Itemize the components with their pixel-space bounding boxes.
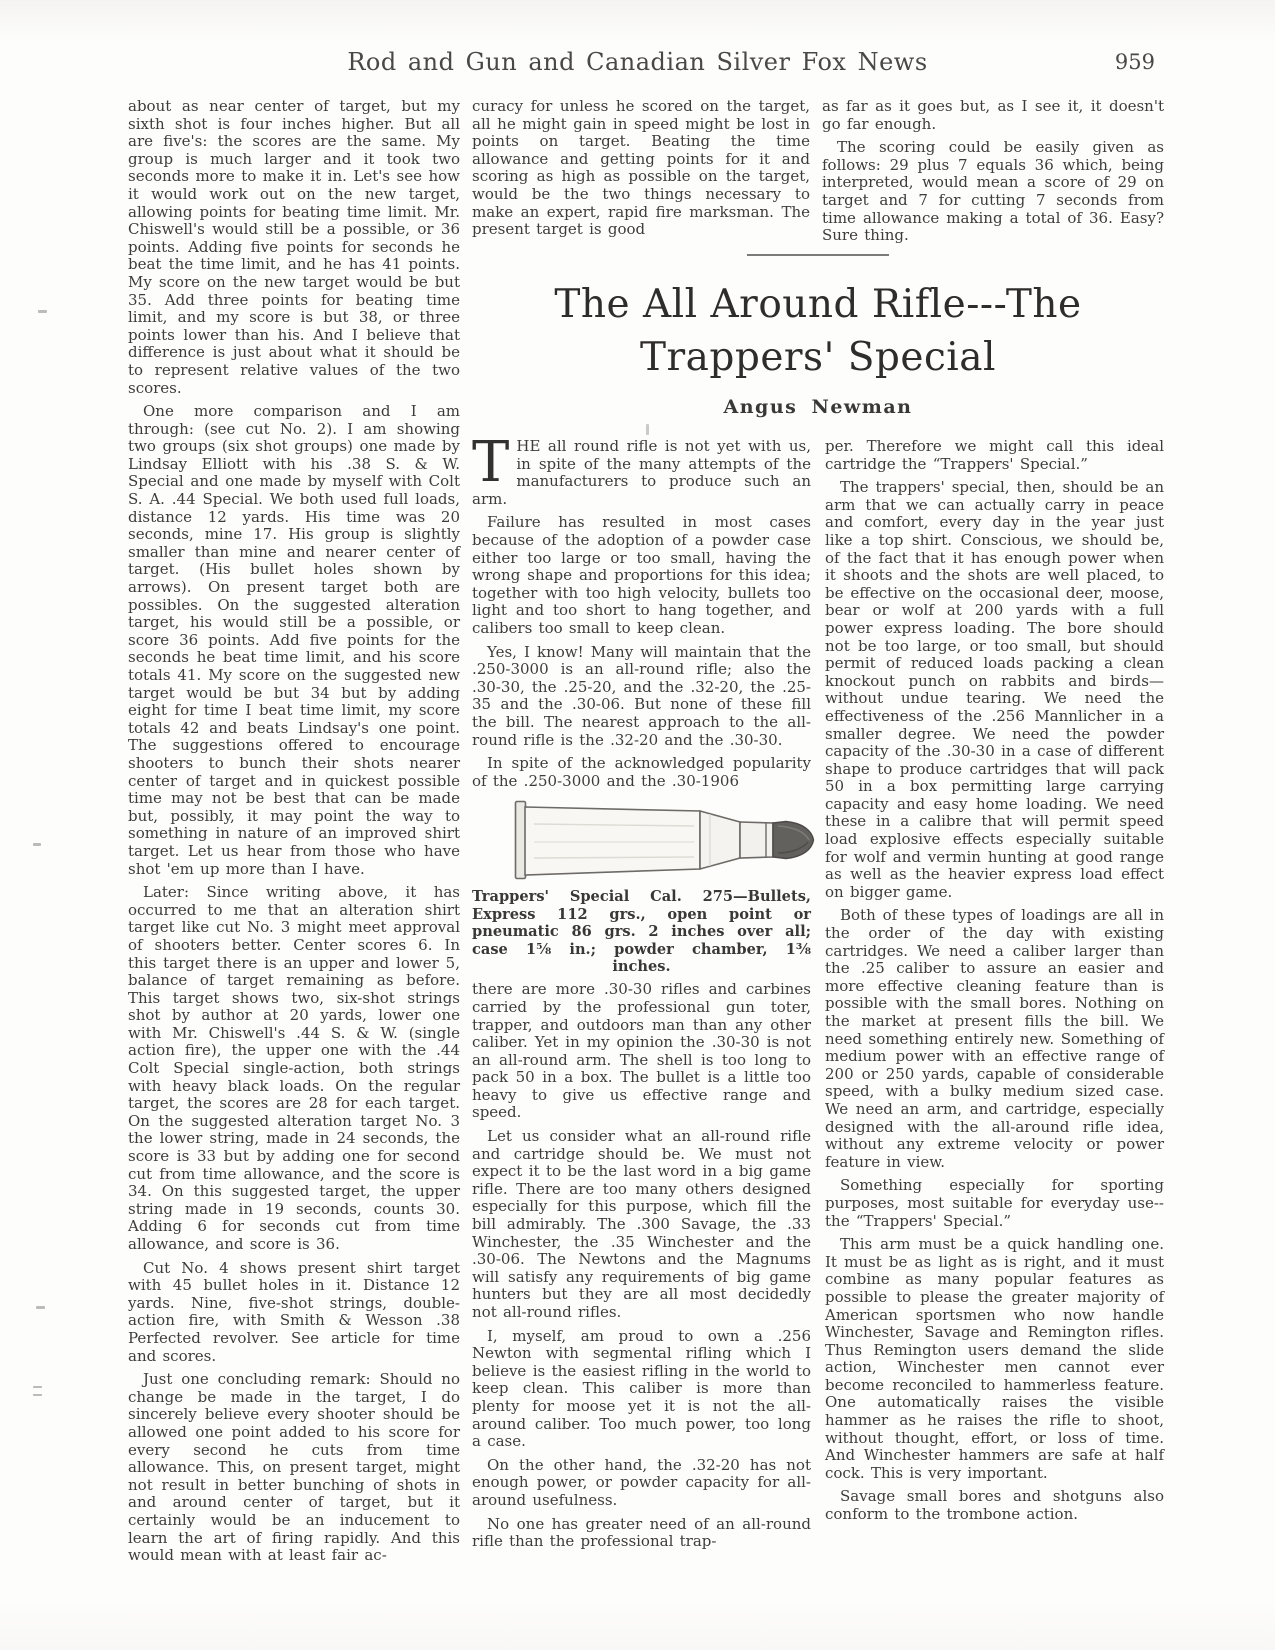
paragraph: Let us consider what an all-round rifle and cartridge should be. We must not expect it to be the last word in a big game rifle. There are too many others designed especially for this purpose, which fill the bill admirably. The .300 Savage, the .33 Winchester, the .35 Winchester and the .30-06. The Newtons and the Magnums will satisfy any requirements of big game hunters but they are all most decidedly not all-round rifles. — [472, 1127, 811, 1321]
lead-paragraph — [472, 430, 811, 508]
paragraph: there are more .30-30 rifles and carbines carried by the professional gun toter, trapper, and outdoors man than any other caliber. Yet in my opinion the .30-30 is not an all-round arm. The shell is too long to pack 50 in a box. The bullet is a little too heavy to give us effective range and speed. — [472, 980, 811, 1122]
paragraph: Both of these types of loadings are all in the order of the day with existing cartridges. We need a caliber larger than the .25 caliber to assure an easier and more effective cleaning feature than is possible with the small bores. Nothing on the market at present fills the bill. We need something entirely new. Something of medium power with an effective range of 200 or 250 yards, capable of considerable speed, with a bulky medium sized case. We need an arm, and cartridge, especially designed with the all-around rifle idea, without any extreme velocity or power feature in view. — [825, 906, 1164, 1171]
paragraph: On the other hand, the .32-20 has not enough power, or powder capacity for all-around usefulness. — [472, 1455, 811, 1509]
paragraph: In spite of the acknowledged popularity of the .250-3000 and the .30-1906 — [472, 754, 811, 790]
paragraph: Yes, I know! Many will maintain that the .250-3000 is an all-round rifle; also the .30-30, the .25-20, and the .32-20, the .25-35 and the .30-06. But none of these fill the bill. The nearest approach to the all-round rifle is the .32-20 and the .30-30. — [472, 642, 811, 749]
article-column-left — [472, 430, 811, 1551]
scan-speck — [36, 1306, 45, 1309]
paragraph: Savage small bores and shotguns also conform to the trombone action. — [825, 1487, 1164, 1524]
paragraph: about as near center of target, but my sixth shot is four inches higher. But all are five's: the scores are the same. My group is much larger and it took two seconds more to make it in. Let's see how it would work out on the new target, allowing points for beating time limit. Mr. Chiswell's would still be a possible, or 36 points. Adding five points for seconds he beat the time limit, and he has 41 points. My score on the new target would be but 35. Add three points for beating time limit, and my score is but 38, or three points lower than his. And I believe that difference is just about what it should be to represent relative values of the two scores. — [128, 97, 460, 397]
article-columns — [472, 430, 1164, 1551]
scan-speck — [33, 843, 41, 846]
paragraph: The scoring could be easily given as follows: 29 plus 7 equals 36 which, being interpreted, would mean a score of 29 on target and 7 for cutting 7 seconds from time allowance making a total of 36. Easy? Sure thing. — [822, 138, 1164, 245]
paragraph: This arm must be a quick handling one. It must be as light as is right, and it must combine as many popular features as possible to please the greater majority of American sportsmen who now handle Winchester, Savage and Remington rifles. Thus Remington users demand the slide action, Winchester men cannot ever become reconciled to hammerless feature. One automatically raises the visible hammer as he raises the rifle to shoot, without thought, effort, or loss of time. And Winchester hammers are safe at half cock. This is very important. — [825, 1235, 1164, 1482]
left-column — [128, 98, 460, 1638]
article-title-line1: The All Around Rifle---The — [554, 282, 1082, 327]
scan-speck — [33, 1386, 42, 1396]
article-column-right — [825, 438, 1164, 1551]
article-byline: Angus Newman — [723, 396, 913, 418]
middle-column-top — [472, 98, 810, 239]
scan-speck — [38, 310, 47, 313]
drop-cap: T — [472, 430, 510, 495]
paragraph: curacy for unless he scored on the target, all he might gain in speed might be lost in points on target. Beating the time allowance and getting points for it and scoring as high as possible on the target, would be the two things necessary to make an expert, rapid fire marksman. The present target is good — [472, 97, 810, 239]
paragraph: Failure has resulted in most cases because of the adoption of a powder case either too large or too small, having the wrong shape and proportions for this idea; together with too high velocity, bullets too light and too short to hang together, and calibers too small to keep clean. — [472, 513, 811, 637]
paragraph: One more comparison and I am through: (see cut No. 2). I am showing two groups (six shot groups) one made by Lindsay Elliott with his .38 S. & W. Special and one made by myself with Colt S. A. .44 Special. We both used full loads, distance 12 yards. His time was 20 seconds, mine 17. His group is slightly smaller than mine and nearer center of target. (His bullet holes shown by arrows). On present target both are possibles. On the suggested alteration target, his would still be a possible, or score 36 points. Add five points for the seconds he beat time limit, and his score totals 41. My score on the suggested new target would be but 34 but by adding eight for time I beat time limit, my score totals 42 and beats Lindsay's one point. The suggestions offered to encourage shooters to bunch their shots nearer center of target and in quickest possible time may not be best that can be made but, possibly, it may point the way to something in nature of an improved shirt target. Let us hear from those who have shot 'em up more than I have. — [128, 402, 460, 878]
figure-caption: Trappers' Special Cal. 275—Bullets, Express 112 grs., open point or pneumatic 86 grs. 2 inches over all; case 1⅝ in.; powder chamber, 1⅜ inches. — [472, 888, 811, 975]
cartridge-figure — [472, 800, 811, 975]
publication-title: Rod and Gun and Canadian Silver Fox News — [347, 48, 928, 76]
paragraph: per. Therefore we might call this ideal cartridge the “Trappers' Special.” — [825, 437, 1164, 473]
paragraph: Just one concluding remark: Should no change be made in the target, I do sincerely believe every shooter should be allowed one point added to his score for every second he cuts from time allowance. This, on present target, might not result in better bunching of shots in and around center of target, but it certainly would be an inducement to learn the art of firing rapidly. And this would mean with at least fair ac- — [128, 1370, 460, 1565]
paragraph: Something especially for sporting purposes, most suitable for everyday use--the “Trappers' Special.” — [825, 1176, 1164, 1230]
paragraph: I, myself, am proud to own a .256 Newton with segmental rifling which I believe is the easiest rifling in the world to keep clean. This caliber is more than plenty for moose yet it is not the all-around caliber. Too much power, too long a case. — [472, 1326, 811, 1451]
page-header — [0, 48, 1275, 84]
cartridge-illustration — [514, 800, 816, 880]
page-number: 959 — [1114, 50, 1155, 74]
right-column-top — [822, 98, 1164, 245]
paragraph: No one has greater need of an all-round rifle than the professional trap- — [472, 1514, 811, 1551]
article — [472, 254, 1164, 1551]
lead-text: HE all round rifle is not yet with us, in spite of the many attempts of the manufacturers to produce such an arm. — [472, 437, 811, 508]
article-title — [472, 278, 1164, 384]
paragraph: Cut No. 4 shows present shirt target with 45 bullet holes in it. Distance 12 yards. Nine, five-shot strings, double-action fire, with Smith & Wesson .38 Perfected revolver. See article for time and scores. — [128, 1258, 460, 1365]
paragraph: Later: Since writing above, it has occurred to me that an alteration shirt target like cut No. 3 might meet approval of shooters better. Center scores 6. In this target there is an upper and lower 5, balance of target remaining as before. This target shows two, six-shot strings shot by author at 20 yards, lower one with Mr. Chiswell's .44 S. & W. (single action fire), the upper one with the .44 Colt Special single-action, both strings with heavy black loads. On the regular target, the scores are 28 for each target. On the suggested alteration target No. 3 the lower string, made in 24 seconds, the score is 33 but by adding one for second cut from time allowance, and the score is 34. On this suggested target, the upper string made in 19 seconds, counts 30. Adding 6 for seconds cut from time allowance, and score is 36. — [128, 883, 460, 1253]
paragraph: The trappers' special, then, should be an arm that we can actually carry in peace and comfort, every day in the year just like a top shirt. Conscious, we should be, of the fact that it has enough power when it shoots and the shots are well placed, to be effective on the occasional deer, moose, bear or wolf at 200 yards with a full power express loading. The bore should not be too large, or too small, but should permit of reduced loads packing a clean knockout punch on rabbits and birds—without undue tearing. We need the effectiveness of the .256 Mannlicher in a smaller degree. We need the powder capacity of the .30-30 in a case of different shape to produce cartridges that will pack 50 in a box permitting large carrying capacity and easy home loading. We need these in a calibre that will permit speed load explosive effects especially suitable for wolf and vermin hunting at good range as well as the heavier express load effect on bigger game. — [825, 478, 1164, 901]
paragraph: as far as it goes but, as I see it, it doesn't go far enough. — [822, 97, 1164, 133]
title-divider — [747, 254, 889, 256]
article-title-line2: Trappers' Special — [640, 335, 996, 380]
